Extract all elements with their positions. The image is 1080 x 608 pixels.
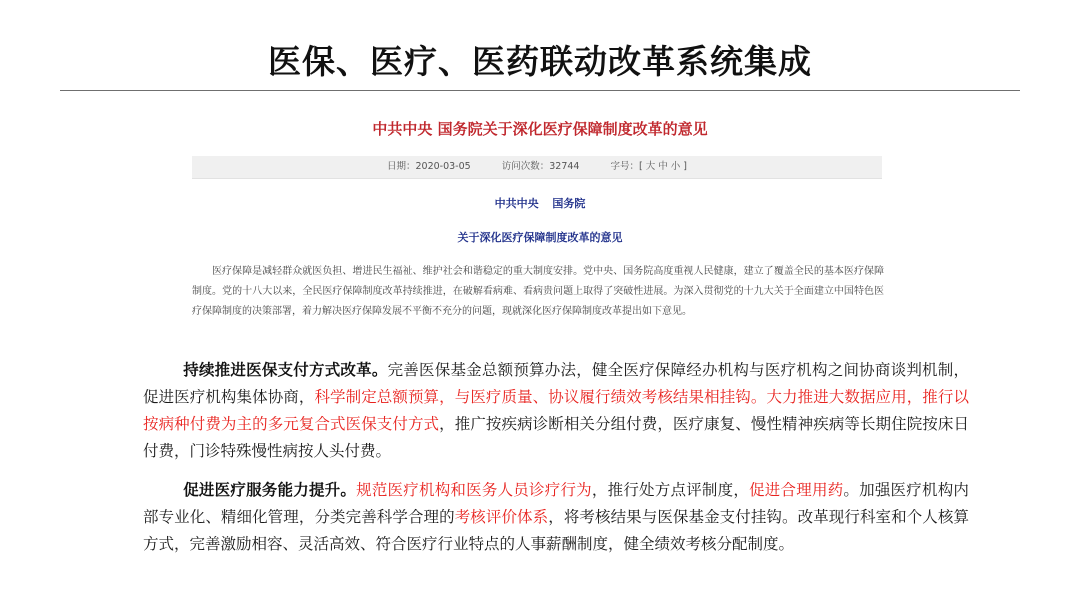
paragraph-text: ，将考核结果与医保基金支付挂钩。改革现行科室和个人核算方式，完善激励相容、灵活高效、符合医疗行业特点的人事薪酬制度，健全绩效考核分配制度。 [143, 508, 969, 553]
slide-title: 医保、医疗、医药联动改革系统集成 [268, 42, 812, 81]
title-divider [60, 90, 1020, 91]
visit-count: 访问次数：32744 [501, 161, 580, 172]
paragraph-heading: 持续推进医保支付方式改革。 [183, 361, 388, 379]
paragraph-payment-reform [143, 357, 969, 465]
document-meta-bar [192, 156, 882, 179]
font-size-selector[interactable]: 字号：[ 大 中 小 ] [610, 161, 687, 172]
publish-date: 日期：2020-03-05 [386, 161, 471, 172]
paragraph-text: 完善医保基金总额预算办法，健全医疗保障经办机构与医疗机构之间协商谈判机制，促进医疗机构集体协商， [143, 361, 969, 406]
paragraph-text: ，推广按疾病诊断相关分组付费，医疗康复、慢性精神疾病等长期住院按床日付费，门诊特殊慢性病按人头付费。 [143, 415, 969, 460]
highlighted-text: 规范医疗机构和医务人员诊疗行为 [356, 481, 592, 499]
highlighted-text: 科学制定总额预算，与医疗质量、协议履行绩效考核结果相挂钩。大力推进大数据应用，推行以按病种付费为主的多元复合式医保支付方式 [143, 388, 969, 433]
paragraph-text: ，推行处方点评制度， [591, 481, 750, 499]
document-issuer: 中共中央 国务院 [494, 197, 586, 210]
highlighted-text: 考核评价体系 [454, 508, 549, 526]
paragraph-text: 。加强医疗机构内部专业化、精细化管理，分类完善科学合理的 [143, 481, 969, 526]
document-subtitle: 关于深化医疗保障制度改革的意见 [457, 231, 623, 244]
highlighted-text: 促进合理用药 [749, 481, 844, 499]
paragraph-heading: 促进医疗服务能力提升。 [183, 481, 357, 499]
document-preamble: 医疗保障是减轻群众就医负担、增进民生福祉、维护社会和谐稳定的重大制度安排。党中央、国务院高度重视人民健康，建立了覆盖全民的基本医疗保障制度。党的十八大以来，全民医疗保障制度改革持续推进，在破解看病难、看病贵问题上取得了突破性进展。为深入贯彻党的十九大关于全面建立中国特色医疗保障制度的决策部署，着力解决医疗保障发展不平衡不充分的问题，现就深化医疗保障制度改革提出如下意见。 [192, 266, 884, 317]
document-heading: 中共中央 国务院关于深化医疗保障制度改革的意见 [372, 120, 708, 138]
paragraph-service-capacity [143, 477, 969, 558]
